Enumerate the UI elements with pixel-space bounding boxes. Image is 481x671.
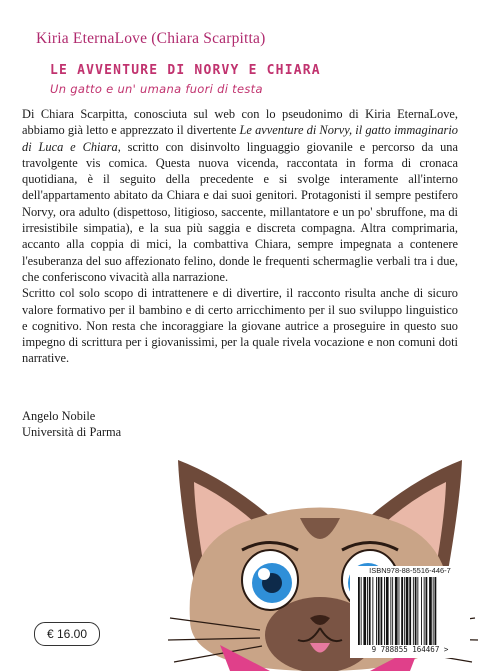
- signature-name: Angelo Nobile: [22, 409, 96, 423]
- barcode-bar: [369, 577, 371, 645]
- barcode-bar: [417, 577, 418, 645]
- barcode-bar: [367, 577, 368, 645]
- previous-book-title: Le avventure di Norvy, il gatto immaginario di Luca e Chiara: [22, 123, 458, 154]
- barcode-bar: [399, 577, 400, 645]
- barcode-bar: [392, 577, 393, 645]
- isbn-digits: 9 788855 164467 >: [371, 645, 449, 654]
- barcode-bar: [415, 577, 417, 645]
- barcode-bar: [404, 577, 405, 645]
- barcode-bar: [413, 577, 414, 645]
- barcode-bar: [433, 577, 434, 645]
- signature-affiliation: Università di Parma: [22, 425, 122, 440]
- book-subtitle: Un gatto e un' umana fuori di testa: [50, 82, 263, 96]
- signature: [22, 408, 121, 441]
- barcode-bar: [384, 577, 385, 645]
- isbn-label: ISBN978-88-5516-446-7: [369, 566, 451, 575]
- barcode-bar: [378, 577, 380, 645]
- blurb-paragraph-1: [22, 106, 458, 285]
- barcode-bar: [390, 577, 391, 645]
- barcode-bar: [386, 577, 389, 645]
- blurb-text: , scritto con disinvolto linguaggio giovanile e percorso da una travolgente vis comica. Questa nuova vicenda, raccontata in forma di cronaca quotidiana, è il seguito della precedente e si svolge interamente all'interno dell'appartamento abitato da Chiara e dai suoi genitori. Protagonisti il sempre pestifero Norvy, ora adulto (dispettoso, litigioso, saccente, millantatore e un po' sbruffone, ma di irresistibile simpatia), e la sua più saggia e discreta compagna. Altra comprimaria, accanto alla coppia di mici, la combattiva Chiara, sempre impegnata a contenere l'esuberanza del suo affezionato felino, donde le frequenti schermaglie verbali tra i due, che conferiscono vivacità alla narrazione.: [22, 139, 458, 284]
- isbn-barcode-block: [350, 566, 470, 658]
- barcode-bar: [424, 577, 425, 645]
- blurb-text: Di Chiara Scarpitta, conosciuta sul web con lo pseudonimo di Kiria EternaLove, abbiamo già letto e apprezzato il divertente: [22, 107, 458, 138]
- barcode-bar: [429, 577, 432, 645]
- price-badge: € 16.00: [34, 622, 100, 646]
- blurb-paragraph-2: Scritto col solo scopo di intrattenere e di divertire, il racconto risulta anche di sicuro valore formativo per il bambino e di certo arricchimento per il suo sviluppo linguistico e cognitivo. Non resta che incoraggiare la giovane autrice a proseguire in questo suo impegno di scrittura per i giovanissimi, per la quale rivela vocazione e non comuni doti narrative.: [22, 286, 458, 366]
- barcode-bar: [435, 577, 437, 645]
- blurb: [22, 106, 458, 367]
- barcode-bar: [363, 577, 366, 645]
- author-name: Kiria EternaLove (Chiara Scarpitta): [36, 30, 266, 47]
- book-title: LE AVVENTURE DI NORVY E CHIARA: [50, 63, 321, 78]
- barcode-bar: [372, 577, 373, 645]
- barcode-bar: [358, 577, 360, 645]
- barcode-bar: [421, 577, 422, 645]
- barcode-bar: [409, 577, 411, 645]
- barcode-bar: [361, 577, 362, 645]
- barcode-bar: [381, 577, 383, 645]
- barcode-bar: [406, 577, 409, 645]
- barcode-bar: [395, 577, 398, 645]
- barcode-bar: [401, 577, 403, 645]
- barcode-bar: [426, 577, 428, 645]
- barcode-bar: [376, 577, 377, 645]
- barcode-icon: [356, 577, 466, 645]
